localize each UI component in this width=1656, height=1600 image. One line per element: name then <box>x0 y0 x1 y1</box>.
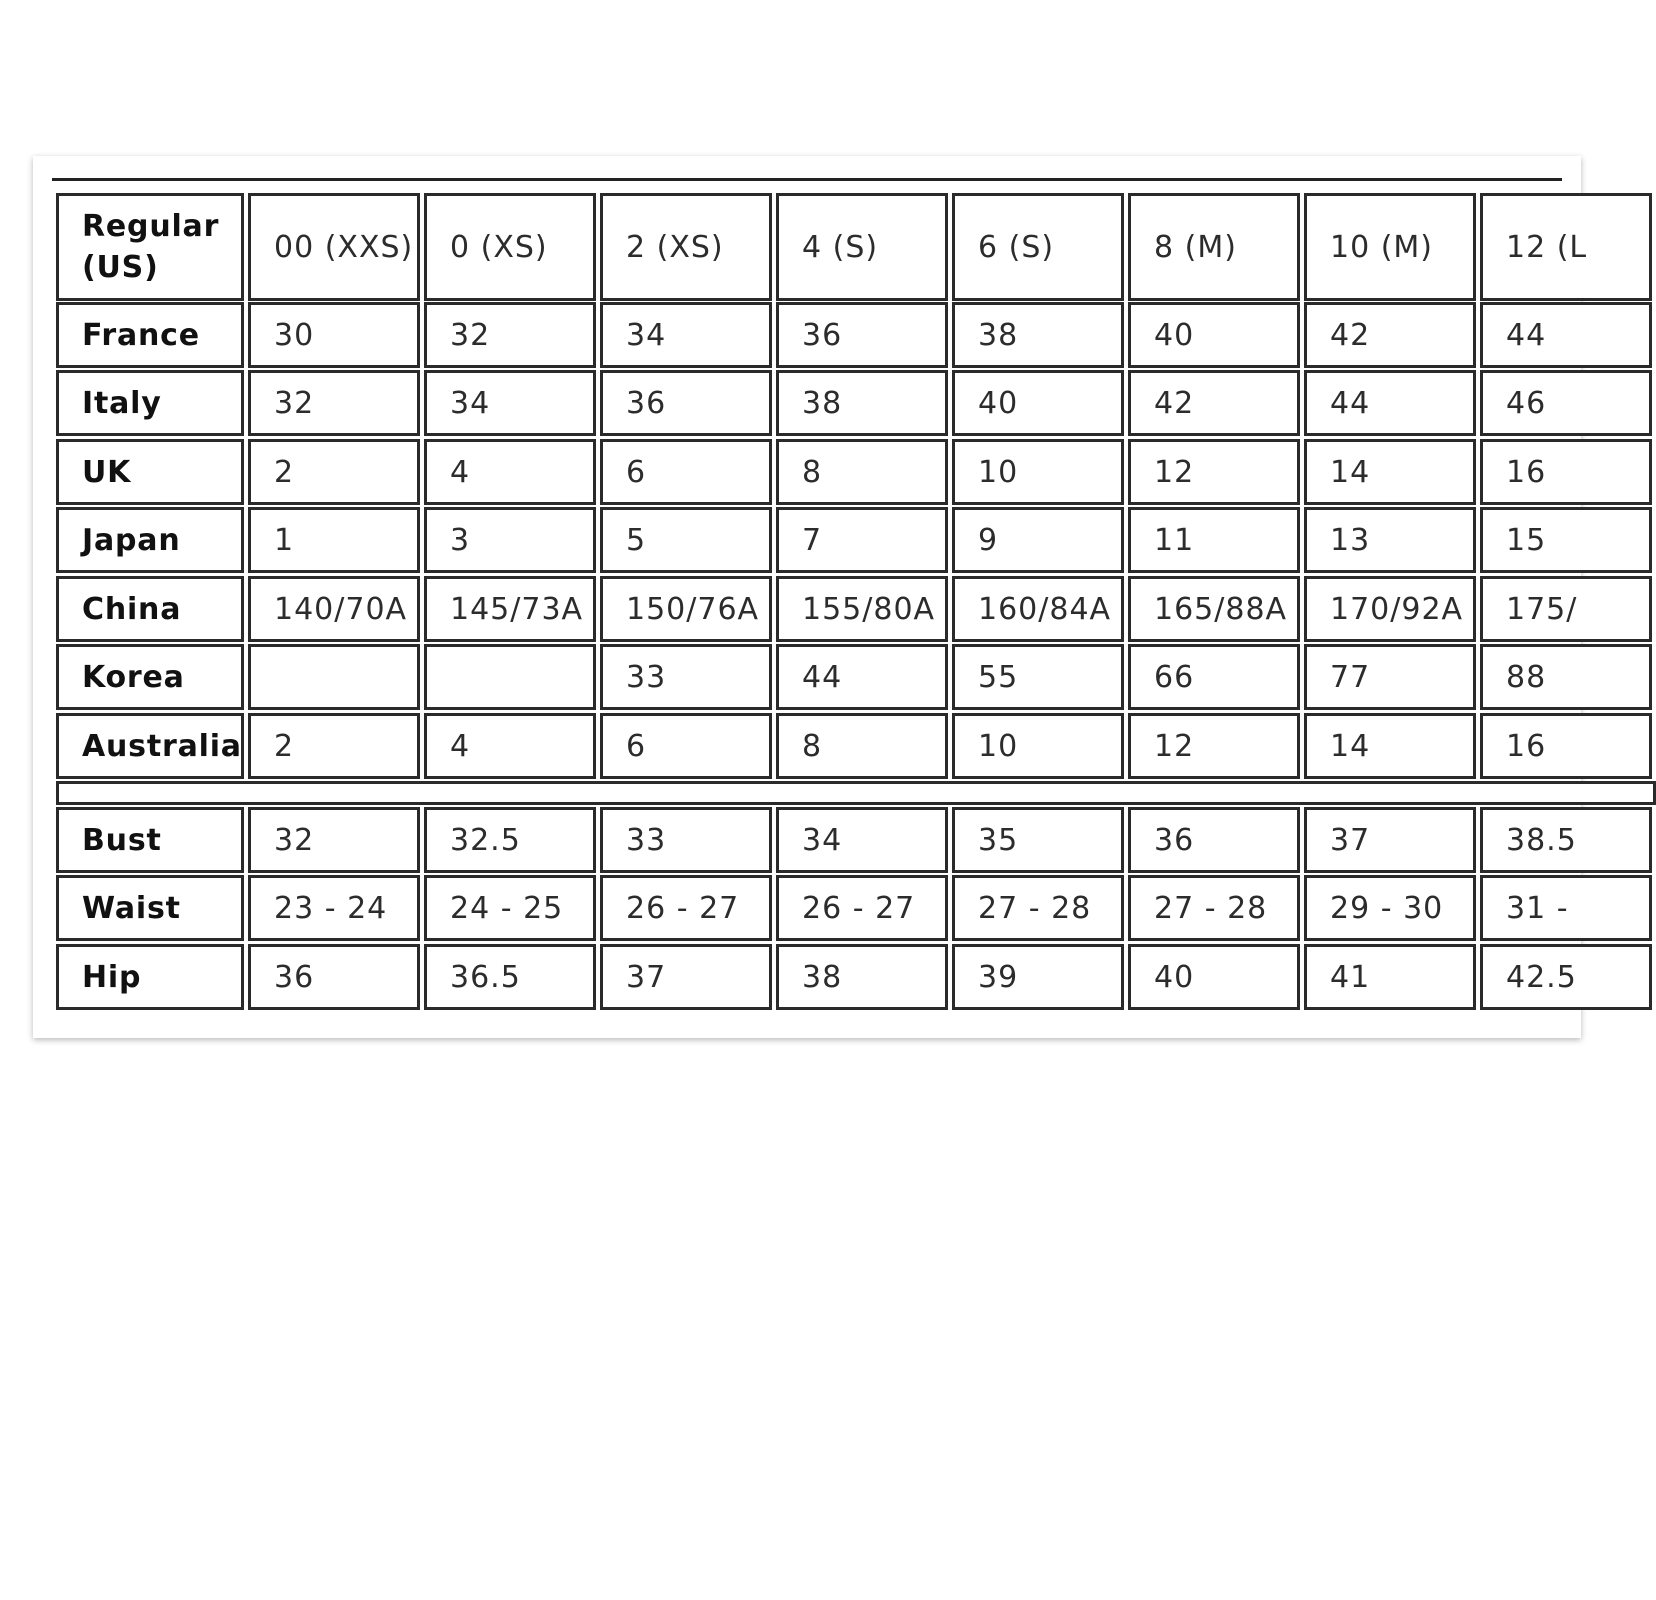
size-cell: 46 <box>1480 370 1652 436</box>
size-cell: 32 <box>248 370 420 436</box>
size-cell: 14 <box>1304 439 1476 505</box>
size-cell: 66 <box>1128 644 1300 710</box>
size-cell: 4 <box>424 713 596 779</box>
country-row-korea <box>56 644 1656 710</box>
measurement-row-hip <box>56 944 1656 1010</box>
size-cell: 6 <box>600 439 772 505</box>
country-row-italy <box>56 370 1656 436</box>
size-cell: 34 <box>424 370 596 436</box>
size-cell: 38 <box>776 370 948 436</box>
size-cell: 12 <box>1128 439 1300 505</box>
size-header-cell: 12 (L <box>1480 193 1652 301</box>
size-cell <box>424 644 596 710</box>
measurement-cell: 40 <box>1128 944 1300 1010</box>
row-label-regular-us <box>56 193 244 301</box>
size-cell: 6 <box>600 713 772 779</box>
size-header-cell: 00 (XXS) <box>248 193 420 301</box>
size-cell: 30 <box>248 302 420 368</box>
measurement-cell: 27 - 28 <box>1128 875 1300 941</box>
size-cell: 8 <box>776 439 948 505</box>
size-cell: 55 <box>952 644 1124 710</box>
top-rule <box>52 178 1562 181</box>
size-cell: 34 <box>600 302 772 368</box>
country-row-japan <box>56 507 1656 573</box>
size-header-cell: 6 (S) <box>952 193 1124 301</box>
measurement-cell: 37 <box>1304 807 1476 873</box>
measurement-cell: 26 - 27 <box>600 875 772 941</box>
size-cell: 5 <box>600 507 772 573</box>
size-cell: 33 <box>600 644 772 710</box>
country-row-australia <box>56 713 1656 779</box>
size-cell: 1 <box>248 507 420 573</box>
row-label: China <box>56 576 244 642</box>
size-cell: 13 <box>1304 507 1476 573</box>
measurement-cell: 41 <box>1304 944 1476 1010</box>
size-cell: 44 <box>1480 302 1652 368</box>
size-cell: 42 <box>1304 302 1476 368</box>
row-label: Hip <box>56 944 244 1010</box>
row-label: Japan <box>56 507 244 573</box>
row-label: Waist <box>56 875 244 941</box>
measurement-cell: 24 - 25 <box>424 875 596 941</box>
section-separator <box>56 781 1656 805</box>
size-cell: 32 <box>424 302 596 368</box>
size-cell: 3 <box>424 507 596 573</box>
size-cell: 140/70A <box>248 576 420 642</box>
size-cell <box>248 644 420 710</box>
size-cell: 40 <box>952 370 1124 436</box>
size-header-cell: 2 (XS) <box>600 193 772 301</box>
size-cell: 10 <box>952 713 1124 779</box>
size-cell: 44 <box>776 644 948 710</box>
size-cell: 88 <box>1480 644 1652 710</box>
size-header-cell: 8 (M) <box>1128 193 1300 301</box>
size-cell: 2 <box>248 713 420 779</box>
country-row-france <box>56 302 1656 368</box>
size-cell: 2 <box>248 439 420 505</box>
measurement-cell: 36 <box>1128 807 1300 873</box>
size-cell: 4 <box>424 439 596 505</box>
measurement-row-bust <box>56 807 1656 873</box>
country-row-china <box>56 576 1656 642</box>
size-cell: 16 <box>1480 713 1652 779</box>
size-cell: 7 <box>776 507 948 573</box>
size-cell: 8 <box>776 713 948 779</box>
measurement-cell: 31 - <box>1480 875 1652 941</box>
country-row-uk <box>56 439 1656 505</box>
measurement-cell: 36.5 <box>424 944 596 1010</box>
measurement-cell: 34 <box>776 807 948 873</box>
size-cell: 9 <box>952 507 1124 573</box>
measurement-cell: 38 <box>776 944 948 1010</box>
size-conversion-table <box>56 193 1588 1013</box>
size-cell: 44 <box>1304 370 1476 436</box>
measurement-cell: 36 <box>248 944 420 1010</box>
size-cell: 36 <box>600 370 772 436</box>
size-cell: 10 <box>952 439 1124 505</box>
size-cell: 14 <box>1304 713 1476 779</box>
measurement-row-waist <box>56 875 1656 941</box>
row-label: Australia <box>56 713 244 779</box>
size-cell: 150/76A <box>600 576 772 642</box>
size-cell: 42 <box>1128 370 1300 436</box>
measurement-cell: 35 <box>952 807 1124 873</box>
header-label-line: Regular <box>82 209 220 244</box>
size-cell: 165/88A <box>1128 576 1300 642</box>
measurement-cell: 38.5 <box>1480 807 1652 873</box>
measurement-cell: 29 - 30 <box>1304 875 1476 941</box>
measurement-cell: 23 - 24 <box>248 875 420 941</box>
header-row <box>56 193 1656 301</box>
size-cell: 38 <box>952 302 1124 368</box>
size-cell: 155/80A <box>776 576 948 642</box>
row-label: Bust <box>56 807 244 873</box>
measurement-cell: 32 <box>248 807 420 873</box>
row-label: France <box>56 302 244 368</box>
header-label-line: (US) <box>82 250 159 285</box>
measurement-cell: 37 <box>600 944 772 1010</box>
size-cell: 40 <box>1128 302 1300 368</box>
size-cell: 15 <box>1480 507 1652 573</box>
size-cell: 77 <box>1304 644 1476 710</box>
measurement-cell: 26 - 27 <box>776 875 948 941</box>
size-cell: 11 <box>1128 507 1300 573</box>
size-header-cell: 4 (S) <box>776 193 948 301</box>
measurement-cell: 27 - 28 <box>952 875 1124 941</box>
measurement-cell: 42.5 <box>1480 944 1652 1010</box>
size-header-cell: 0 (XS) <box>424 193 596 301</box>
size-header-cell: 10 (M) <box>1304 193 1476 301</box>
measurement-cell: 33 <box>600 807 772 873</box>
size-cell: 36 <box>776 302 948 368</box>
size-cell: 145/73A <box>424 576 596 642</box>
size-cell: 170/92A <box>1304 576 1476 642</box>
size-cell: 16 <box>1480 439 1652 505</box>
row-label: UK <box>56 439 244 505</box>
row-label: Italy <box>56 370 244 436</box>
size-cell: 12 <box>1128 713 1300 779</box>
measurement-cell: 32.5 <box>424 807 596 873</box>
size-cell: 175/ <box>1480 576 1652 642</box>
row-label: Korea <box>56 644 244 710</box>
measurement-cell: 39 <box>952 944 1124 1010</box>
size-cell: 160/84A <box>952 576 1124 642</box>
